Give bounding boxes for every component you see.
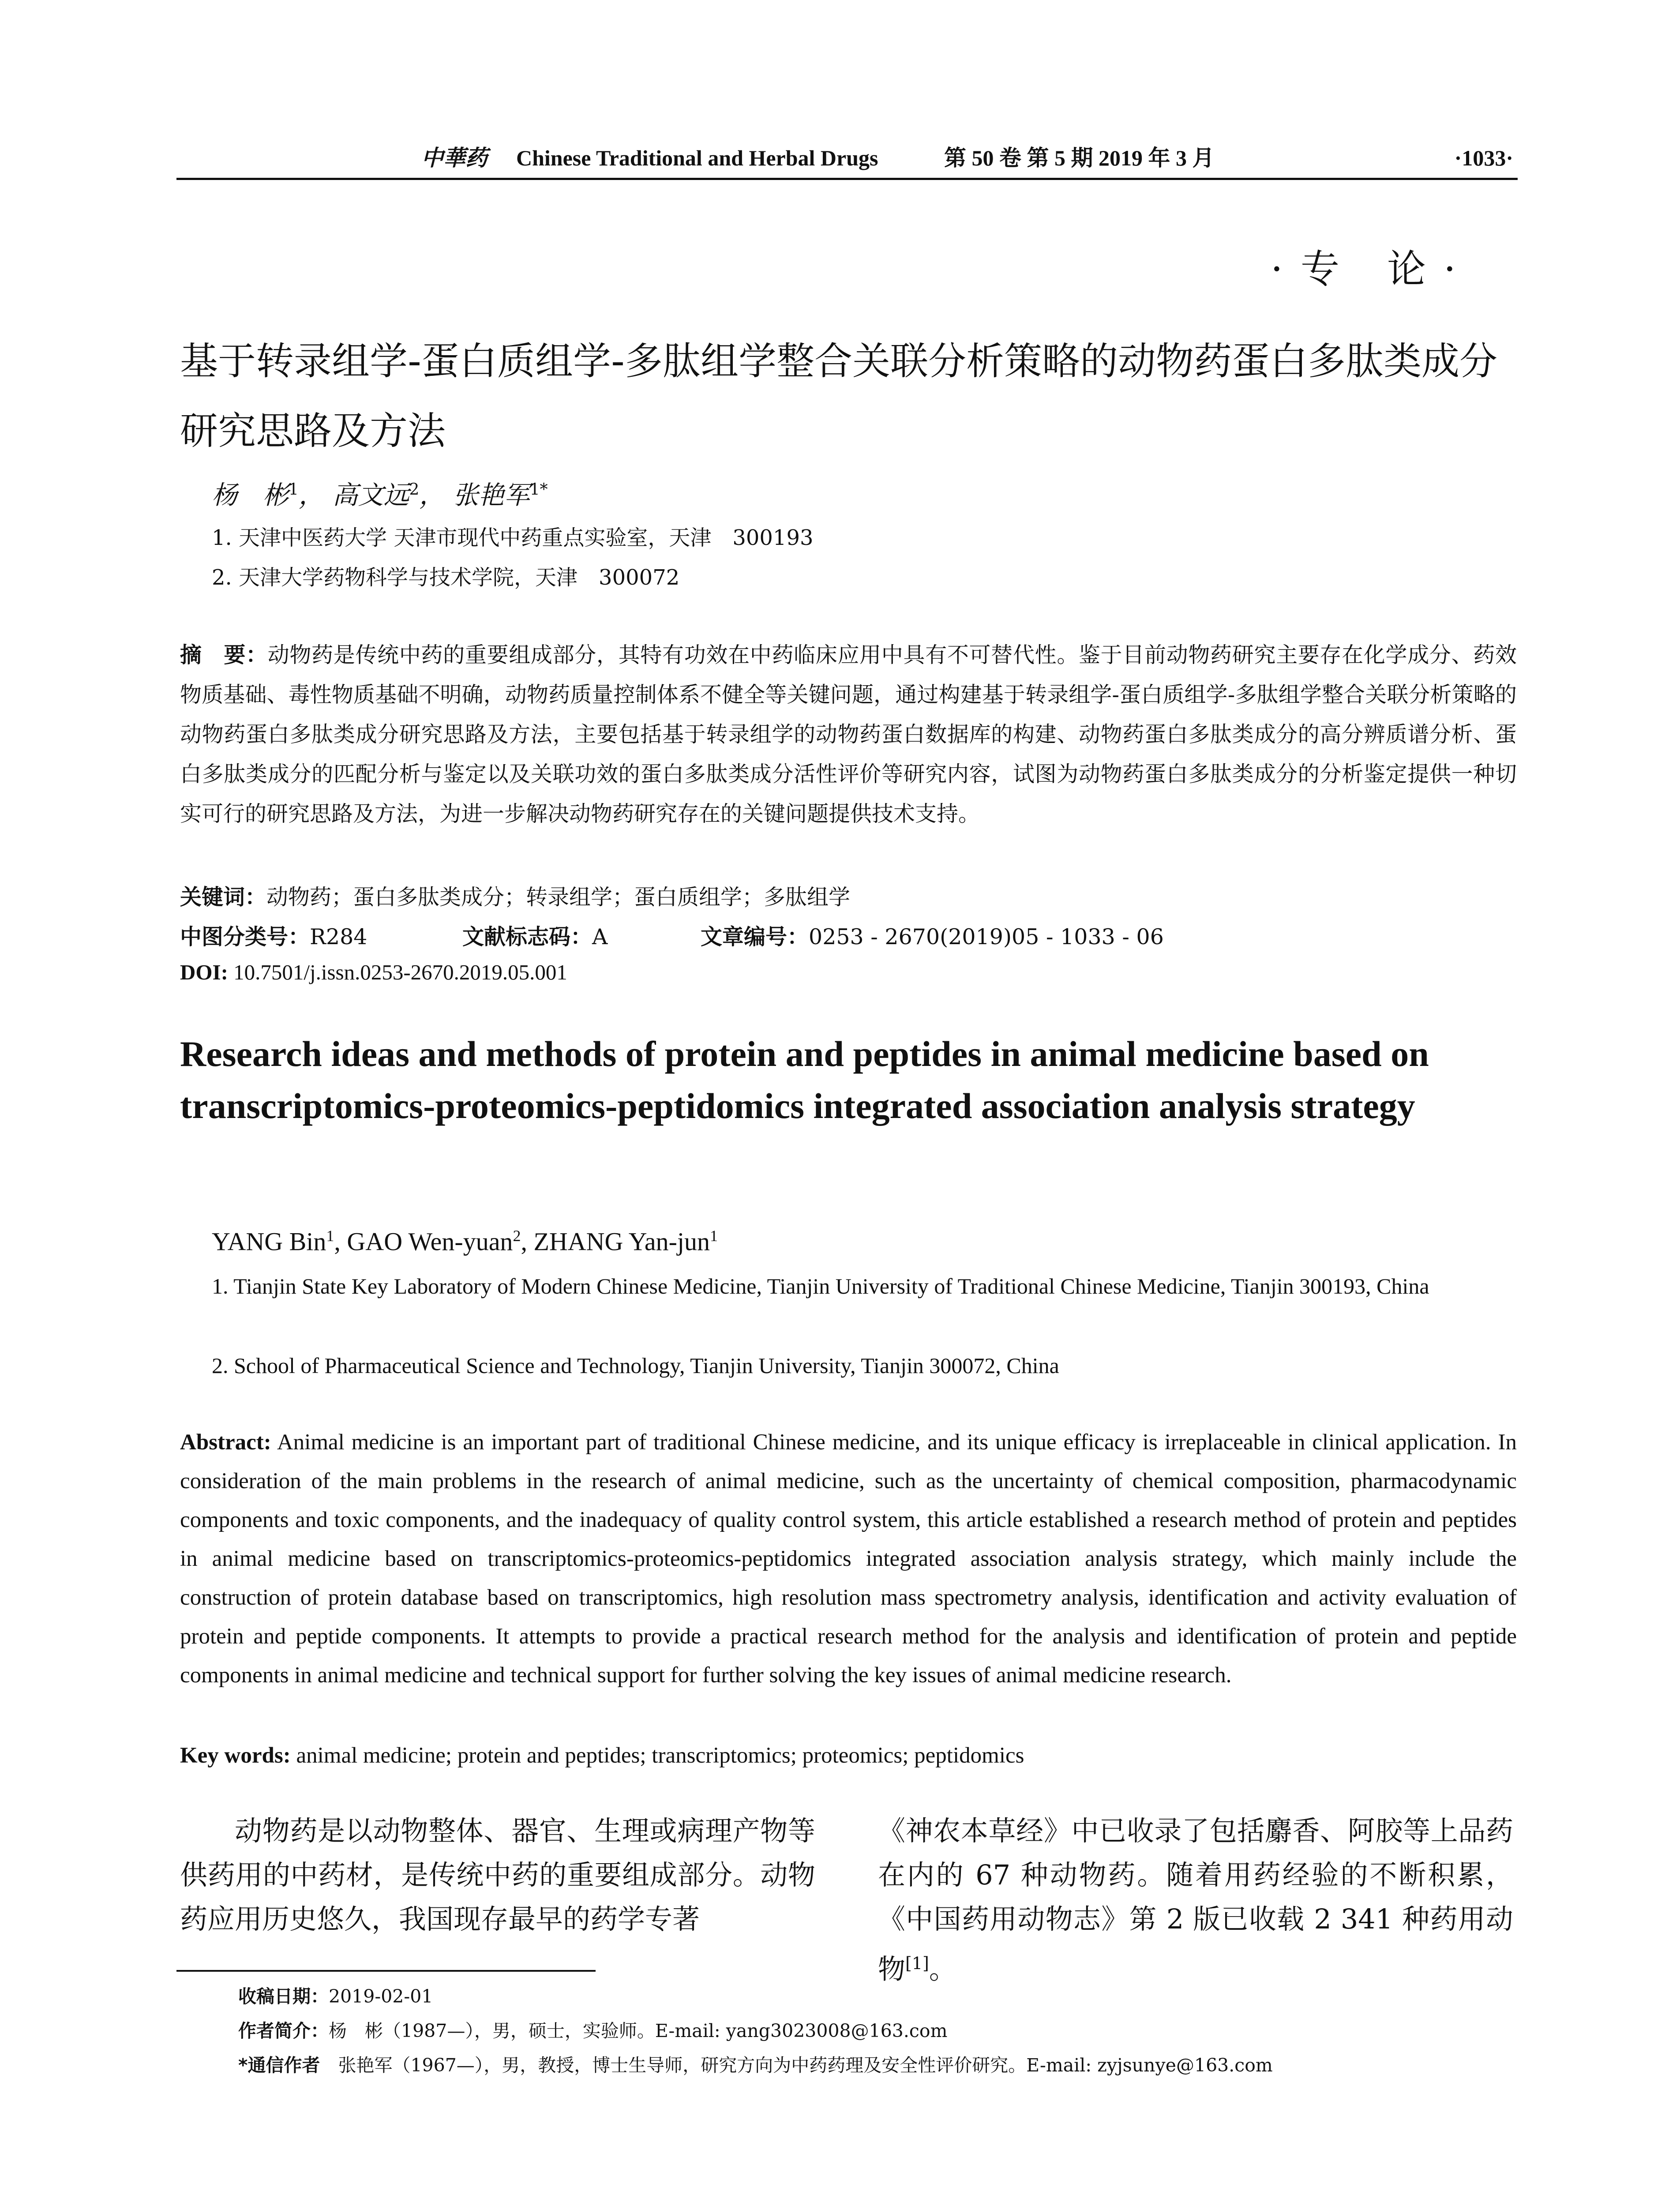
doi-line: [180, 960, 567, 985]
author-name-en: GAO Wen-yuan: [347, 1227, 513, 1256]
citation-ref: [1]: [905, 1954, 929, 1973]
article-number-label: 文章编号：: [701, 924, 809, 949]
body-right-end: 。: [929, 1953, 956, 1985]
running-header: [176, 140, 1518, 176]
doi-label: DOI:: [180, 960, 228, 984]
author-sup: 2: [409, 480, 420, 499]
abstract-cn-label: 摘 要：: [180, 642, 268, 668]
page-number: ·1033·: [1454, 146, 1513, 170]
title-cn: 基于转录组学-蛋白质组学-多肽组学整合关联分析策略的动物药蛋白多肽类成分研究思路及方法: [180, 339, 1498, 453]
affiliation-en-2: 2. School of Pharmaceutical Science and Technology, Tianjin University, Tianjin 300072, China: [212, 1353, 1059, 1378]
author-sup: 1: [289, 480, 299, 499]
abstract-en-label: Abstract:: [180, 1430, 271, 1455]
author-name-en: ZHANG Yan-jun: [533, 1227, 710, 1256]
article-number-value: 0253 - 2670(2019)05 - 1033 - 06: [809, 924, 1164, 949]
author-sup: 1: [710, 1227, 718, 1245]
keywords-en: [180, 1743, 1024, 1768]
author-name: 高文远: [332, 480, 409, 510]
abstract-cn-text: 动物药是传统中药的重要组成部分，其特有功效在中药临床应用中具有不可替代性。鉴于目前动物药研究主要存在化学成分、药效物质基础、毒性物质基础不明确，动物药质量控制体系不健全等关键问题，通过构建基于转录组学-蛋白质组学-多肽组学整合关联分析策略的动物药蛋白多肽类成分研究思路及方法，主要包括基于转录组学的动物药蛋白数据库的构建、动物药蛋白多肽类成分的高分辨质谱分析、蛋白多肽类成分的匹配分析与鉴定以及关联功效的蛋白多肽类成分活性评价等研究内容，试图为动物药蛋白多肽类成分的分析鉴定提供一种切实可行的研究思路及方法，为进一步解决动物药研究存在的关键问题提供技术支持。: [180, 642, 1517, 826]
keywords-cn: [180, 880, 850, 911]
received-date: 2019-02-01: [329, 1986, 433, 2007]
doc-code-value: A: [592, 924, 608, 949]
affiliation-en-1: 1. Tianjin State Key Laboratory of Modern Chinese Medicine, Tianjin University of Traditional Chinese Medicine, Tianjin 300193, China: [212, 1274, 1429, 1298]
authors-en: YANG Bin$^1$, GAO Wen-yuan$^2$, ZHANG Yan-jun$^1$: [212, 1227, 718, 1256]
classification-line: [180, 920, 1504, 951]
received-label: 收稿日期：: [238, 1986, 329, 2007]
keywords-cn-text: 动物药；蛋白多肽类成分；转录组学；蛋白质组学；多肽组学: [266, 885, 851, 910]
body-text-left: 动物药是以动物整体、器官、生理或病理产物等供药用的中药材，是传统中药的重要组成部分。动物药应用历史悠久，我国现存最早的药学专著: [180, 1815, 815, 1935]
body-text-right: [878, 1809, 1513, 1992]
author-sup: 1*: [529, 480, 548, 499]
affiliation-cn-1: 1. 天津中医药大学 天津市现代中药重点实验室，天津 300193: [212, 525, 814, 550]
body-right-text: 《神农本草经》中已收录了包括麝香、阿胶等上品药在内的 67 种动物药。随着用药经验的不断积累，《中国药用动物志》第 2 版已收载 2 341 种药用动物: [878, 1815, 1513, 1985]
corresponding-bio: 张艳军（1967—），男，教授，博士生导师，研究方向为中药药理及安全性评价研究。E-mail: zyjsunye@163.com: [320, 2055, 1273, 2076]
column-label: ·专 论·: [1271, 246, 1474, 292]
author-bio: 杨 彬（1987—），男，硕士，实验师。E-mail: yang3023008@163.com: [329, 2020, 948, 2041]
keywords-en-label: Key words:: [180, 1743, 291, 1768]
footnote-author: [238, 2016, 947, 2042]
doi-value: 10.7501/j.issn.0253-2670.2019.05.001: [228, 960, 567, 984]
footnote-received: [238, 1982, 433, 2008]
author-sup: 1: [326, 1227, 334, 1245]
author-bio-label: 作者简介：: [238, 2020, 329, 2041]
affiliation-cn-2: 2. 天津大学药物科学与技术学院，天津 300072: [212, 565, 680, 590]
author-name: 张艳军: [453, 480, 530, 510]
abstract-cn: [180, 635, 1517, 834]
author-name: 杨 彬: [212, 480, 289, 510]
authors-cn: 杨 彬$^1$， 高文远$^2$， 张艳军$^{1*}$: [212, 480, 548, 510]
abstract-en: [180, 1423, 1517, 1695]
abstract-en-text: Animal medicine is an important part of traditional Chinese medicine, and its unique efficacy is irreplaceable in clinical application. In consideration of the main problems in the research of animal medicine, such as the uncertainty of chemical composition, pharmacodynamic components and toxic components, and the inadequacy of quality control system, this article established a research method of protein and peptides in animal medicine based on transcriptomics-proteomics-peptidomics integrated association analysis strategy, which mainly include the construction of protein database based on transcriptomics, high resolution mass spectrometry analysis, identification and activity evaluation of protein and peptide components. It attempts to provide a practical research method for the analysis and identification of protein and peptide components in animal medicine and technical support for further solving the key issues of animal medicine research.: [180, 1430, 1517, 1688]
footnote-rule: [176, 1970, 596, 1972]
footnote-corresponding: [238, 2051, 1273, 2077]
journal-name-en: Chinese Traditional and Herbal Drugs: [516, 146, 878, 170]
title-en: Research ideas and methods of protein and peptides in animal medicine based on transcriptomics-proteomics-peptidomics integrated association analysis strategy: [180, 1034, 1429, 1126]
author-name-en: YANG Bin: [212, 1227, 326, 1256]
issue-info: 第 50 卷 第 5 期 2019 年 3 月: [944, 146, 1215, 170]
doc-code-label: 文献标志码：: [462, 924, 592, 949]
journal-name-cn: 中華药: [421, 145, 488, 171]
author-sup: 2: [513, 1227, 521, 1245]
clc-value: R284: [310, 924, 368, 949]
header-rule: [176, 178, 1518, 180]
keywords-cn-label: 关键词：: [180, 885, 267, 910]
corresponding-label: *通信作者: [238, 2055, 320, 2076]
keywords-en-text: animal medicine; protein and peptides; transcriptomics; proteomics; peptidomics: [290, 1743, 1024, 1768]
clc-label: 中图分类号：: [180, 924, 310, 949]
